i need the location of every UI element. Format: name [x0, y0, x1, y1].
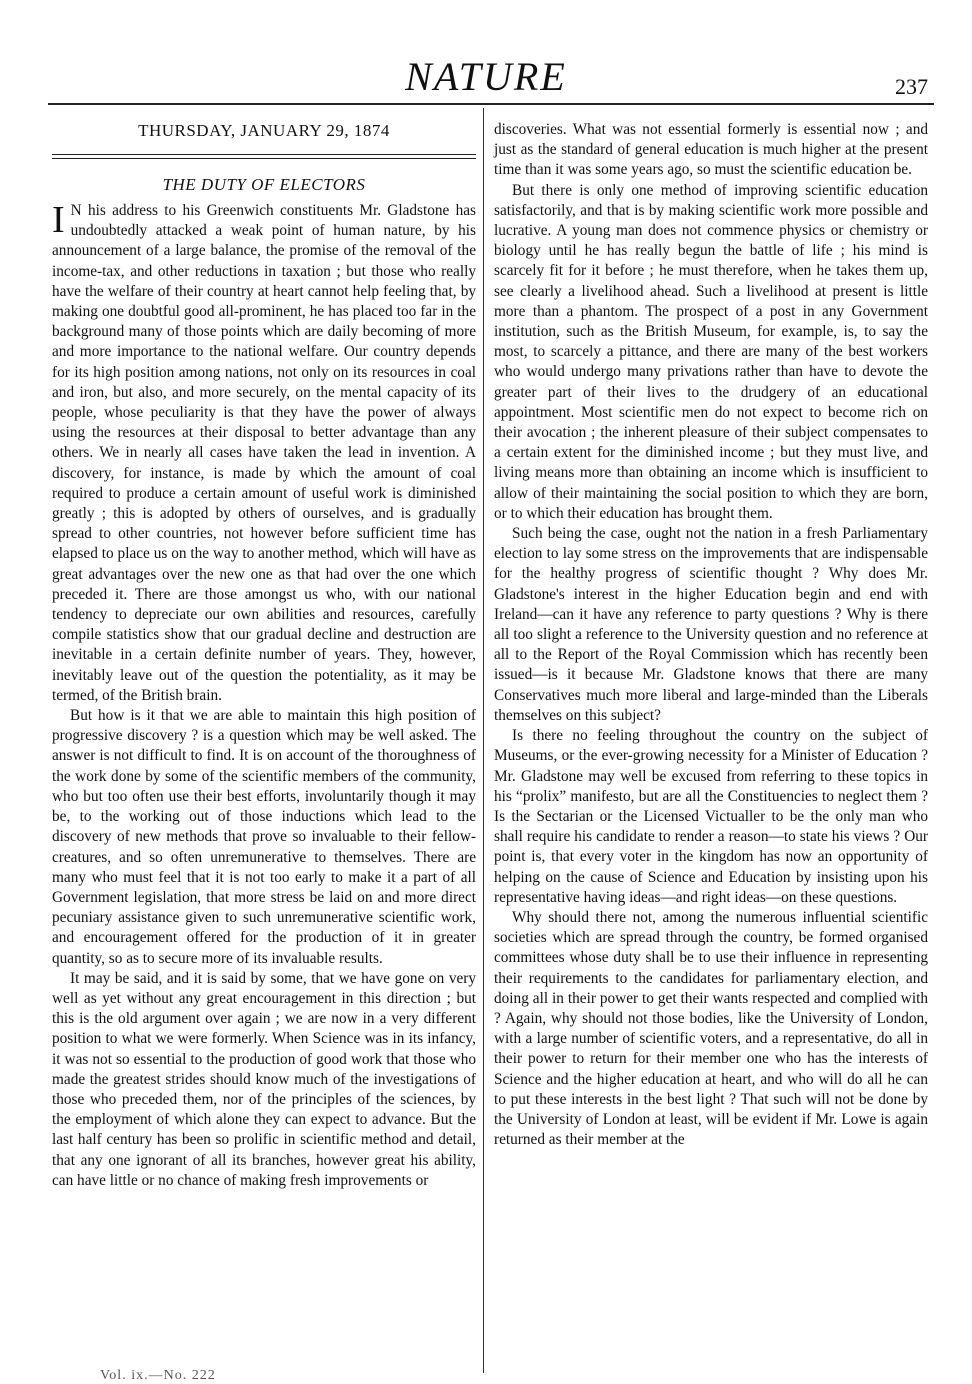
paragraph-text: N his address to his Greenwich constituents Mr. Gladstone has undoubtedly attacked a weak point of human nature, by his announcement of a large balance, the promise of the removal of the income-tax, and other reductions in taxation ; but those who really have the welfare of their country at heart cannot help feeling that, by making one doubtful good all-prominent, he has placed too far in the background many of those points which are daily becoming of more and more importance to the national welfare. Our country depends for its high position among nations, not only on its resources in coal and iron, but also, and more securely, on the mental capacity of its people, whose peculiarity is that they have the power of always using the resources at their disposal to better advantage than any others. We in nearly all cases have taken the lead in invention. A discovery, for instance, is made by which the amount of coal required to produce a certain amount of useful work is diminished greatly ; this is adopted by others of ourselves, and is gradually spread to other countries, not however before sufficient time has elapsed to place us on the way to another method, which will have as great advantages over the new one as that had over the one which preceded it. There are those amongst us who, with our national tendency to depreciate our own abilities and resources, carefully compile statistics show that our gradual decline and destruction are inevitable in a certain definite number of years. They, however, inevitably leave out of the question the potentiality, as it may be termed, of the British brain.	[52, 202, 476, 704]
header-rule	[48, 103, 934, 105]
article-paragraph-continuation: discoveries. What was not essential formerly is essential now ; and just as the standard of general education is much higher at the present time than it was some years ago, so must the scientific education be.	[494, 121, 928, 179]
left-column	[52, 120, 476, 1191]
journal-title: NATURE	[405, 54, 567, 99]
right-column	[494, 120, 928, 1150]
article-paragraph-5: Such being the case, ought not the nation in a fresh Parliamentary election to lay some stress on the improvements that are indispensable for the healthy progress of scientific thought ? Why does Mr. Gladstone's interest in the higher Education begin and end with Ireland—can it have any reference to party questions ? Why is there all too slight a reference to the University question and no reference at all to the Report of the Royal Commission which has recently been issued—is it because Mr. Gladstone knows that there are many Conservatives much more liberal and large-minded than the Liberals themselves on this subject?	[494, 525, 928, 724]
article-title: THE DUTY OF ELECTORS	[162, 175, 366, 194]
article-paragraph-2: But how is it that we are able to maintain this high position of progressive discovery ? is a question which may be well asked. The answer is not difficult to find. It is on account of the thoroughness of the work done by some of the scientific members of the community, who but too often use their best efforts, involuntarily though it may be, to the working out of those inductions which lead to the discovery of new methods that prove so invaluable to their fellow-creatures, and so often unremunerative to themselves. There are many who must feel that it is not too early to make it a part of all Government legislation, that more stress be laid on and more direct pecuniary assistance given to such unremunerative scientific work, and encouragement offered for the production of it in greater quantity, so as to secure more of its invaluable results.	[52, 707, 476, 967]
page-number: 237	[895, 74, 928, 99]
volume-footer: Vol. ix.—No. 222	[100, 1368, 216, 1383]
column-divider	[483, 108, 484, 1373]
article-paragraph-3: It may be said, and it is said by some, that we have gone on very well as yet without any great encouragement in this direction ; but this is the old argument over again ; we are now in a very different position to what we were formerly. When Science was in its infancy, it was not so essential to the production of good work that those who made the greatest strides should know much of the investigations of those who preceded them, nor of the principles of the sciences, by the employment of which alone they can expect to advance. But the last half century has been so prolific in scientific method and detail, that any one ignorant of all its branches, however great his ability, can have little or no chance of making fresh improvements or	[52, 969, 476, 1189]
article-paragraph-1	[52, 201, 476, 706]
masthead	[0, 52, 972, 102]
article-paragraph-4: But there is only one method of improving scientific education satisfactorily, and that is by making scientific work more possible and lucrative. A young man does not commence physics or chemistry or biology until he has really begun the battle of life ; his mind is scarcely fit for it before ; he must therefore, when he takes them up, see clearly a livelihood ahead. Such a livelihood at present is little more than a phantom. The prospect of a post in any Government institution, such as the British Museum, for example, is, to say the most, to scarcely a pittance, and there are many of the best workers who would undergo many privations rather than have to devote the greater part of their lives to the drudgery of an educational appointment. Most scientific men do not expect to become rich on their avocation ; the inherent pleasure of their subject compensates to a certain extent for the diminished income ; but they must live, and living means more than obtaining an income which is insufficient to allow of their maintaining the social position to which they are born, or to which their education has brought them.	[494, 181, 928, 522]
article-paragraph-7: Why should there not, among the numerous influential scientific societies which are spread through the country, be formed organised committees whose duty shall be to use their influence in representing their requirements to the candidates for parliamentary election, and doing all in their power to get their wants respected and complied with ? Again, why should not those bodies, like the University of London, with a large number of scientific voters, and a representative, do all in their power to return for their member one who has the interests of Science and the higher education at heart, and who will do all he can to put these interests in the best light ? That such will not be done by the University of London at least, will be evident if Mr. Lowe is again returned as their member at the	[494, 908, 928, 1149]
article-paragraph-6: Is there no feeling throughout the country on the subject of Museums, or the ever-growing necessity for a Minister of Education ? Mr. Gladstone may well be excused from referring to these topics in his “prolix” manifesto, but are all the Constituencies to neglect them ? Is the Sectarian or the Licensed Victualler to be the only man who shall require his candidate to render a reason—to state his views ? Our point is, that every voter in the kingdom has now an opportunity of helping on the cause of Science and Education by insisting upon his representative having ideas—and right ideas—on these questions.	[494, 727, 928, 906]
dateline: THURSDAY, JANUARY 29, 1874	[138, 121, 390, 140]
drop-cap: I	[52, 199, 65, 241]
double-rule	[52, 154, 476, 159]
